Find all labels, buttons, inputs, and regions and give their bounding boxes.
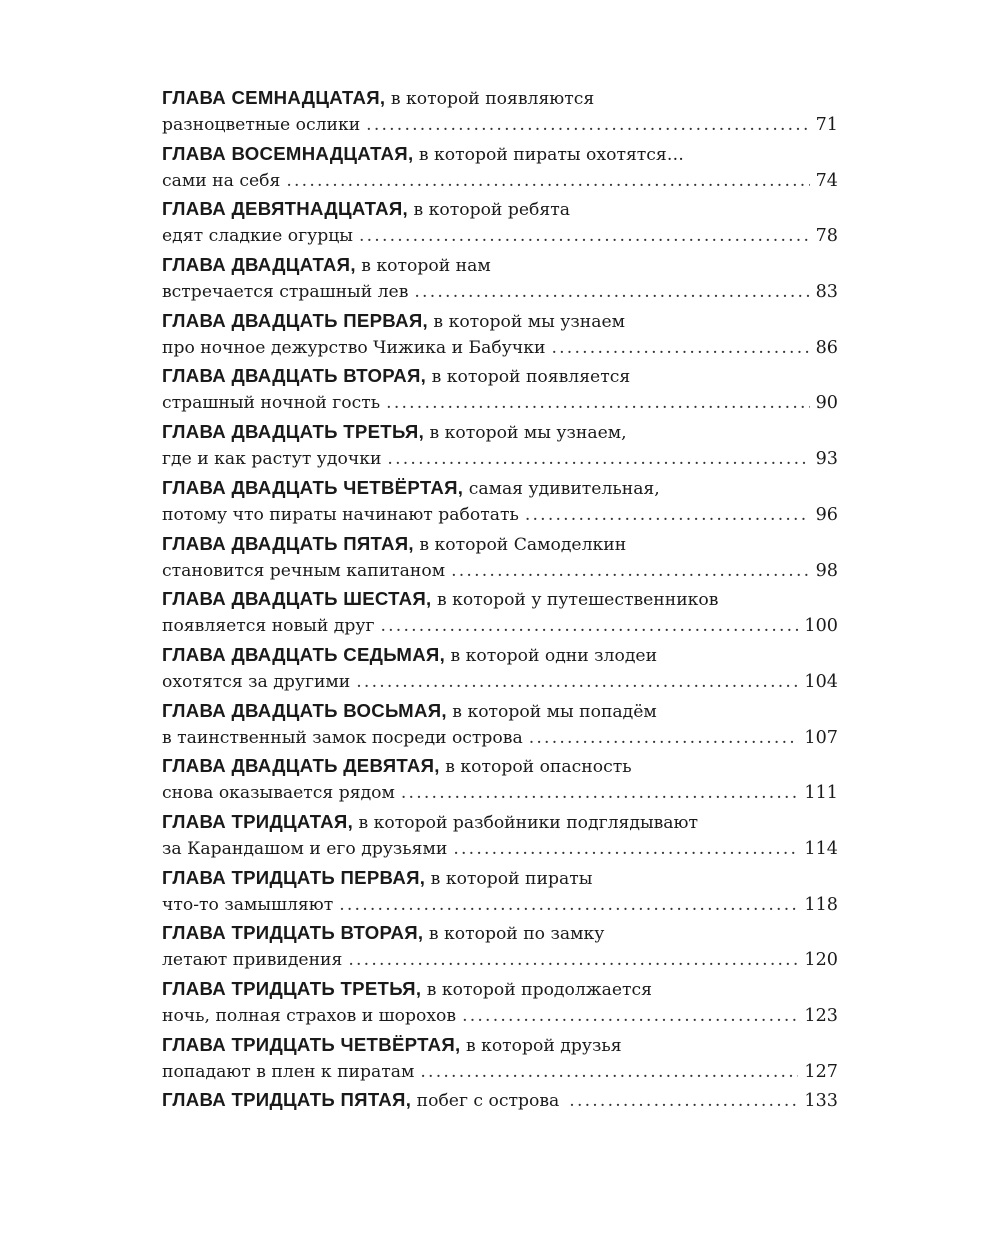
toc-entry [162,140,838,196]
toc-entry-continuation-line [162,892,838,919]
chapter-description: в которой опасность [439,757,632,778]
table-of-contents [162,84,838,1114]
chapter-number: ГЛАВА ТРИДЦАТЬ ЧЕТВЁРТАЯ, [162,1033,461,1055]
chapter-description: в которой разбойники подглядывают [353,812,699,833]
toc-entry-title-line [162,808,838,836]
dot-leader [414,279,809,306]
toc-entry-title-line [162,418,838,446]
chapter-description: самая удивительная, [463,478,660,499]
chapter-description-cont: появляется новый друг [162,616,375,637]
toc-entry-title-line [162,1031,838,1059]
chapter-number: ГЛАВА ДВАДЦАТЬ ШЕСТАЯ, [162,588,432,610]
toc-entry [162,864,838,920]
toc-entry-continuation-line [162,613,838,640]
dot-leader [401,780,799,807]
chapter-number: ГЛАВА ДЕВЯТНАДЦАТАЯ, [162,198,409,220]
toc-entry-title-line [162,195,838,223]
toc-entry-continuation-line [162,223,838,250]
dot-leader [451,558,810,585]
chapter-description: в которой по замку [423,924,605,945]
page-number: 133 [804,1091,838,1112]
toc-entry-title-line [162,975,838,1003]
chapter-description-cont: потому что пираты начинают работать [162,504,519,525]
chapter-description-cont: встречается страшный лев [162,282,409,303]
toc-entry-title-line [162,307,838,335]
toc-entry-continuation-line [162,502,838,529]
toc-entry-continuation-line [162,1059,838,1086]
chapter-number: ГЛАВА ВОСЕМНАДЦАТАЯ, [162,142,414,164]
toc-entry [162,418,838,474]
toc-entry [162,474,838,530]
toc-entry-last [162,1086,838,1114]
dot-leader [529,725,799,752]
dot-leader [420,1059,798,1086]
toc-entry [162,1031,838,1087]
toc-entry-title-line [162,140,838,168]
chapter-description: в которой мы узнаем [427,311,626,332]
page-number: 86 [815,337,838,358]
page-number: 74 [815,170,838,191]
chapter-number: ГЛАВА ТРИДЦАТЬ ПЕРВАЯ, [162,866,426,888]
page-number: 78 [815,226,838,247]
page-number: 120 [804,950,838,971]
toc-entry [162,362,838,418]
chapter-description: в которой пираты охотятся… [413,144,684,165]
toc-entry-title-line [162,919,838,947]
chapter-description-cont: где и как растут удочки [162,449,382,470]
dot-leader [356,669,798,696]
chapter-number: ГЛАВА ДВАДЦАТЬ СЕДЬМАЯ, [162,643,446,665]
toc-entry-title-line [162,474,838,502]
chapter-number: ГЛАВА ДВАДЦАТАЯ, [162,254,356,276]
toc-entry [162,808,838,864]
toc-entry-continuation-line [162,725,838,752]
chapter-description: в которой мы узнаем, [424,423,627,444]
toc-entry-continuation-line [162,279,838,306]
toc-entry-continuation-line [162,1003,838,1030]
chapter-description: в которой у путешественников [431,590,719,611]
page-number: 83 [815,282,838,303]
chapter-description: в которой одни злодеи [445,645,658,666]
toc-entry [162,697,838,753]
toc-entry [162,530,838,586]
chapter-number: ГЛАВА ДВАДЦАТЬ ВОСЬМАЯ, [162,699,447,721]
chapter-number: ГЛАВА ДВАДЦАТЬ ПЯТАЯ, [162,532,414,554]
chapter-number: ГЛАВА ТРИДЦАТЬ ВТОРАЯ, [162,922,424,944]
page-number: 114 [804,838,838,859]
dot-leader [387,446,809,473]
chapter-description: в которой появляется [426,367,631,388]
dot-leader [366,112,809,139]
toc-entry [162,84,838,140]
chapter-description-cont: снова оказывается рядом [162,783,395,804]
chapter-description: в которой продолжается [421,980,652,1000]
chapter-description-cont: едят сладкие огурцы [162,226,353,247]
dot-leader [286,168,809,195]
toc-entry-title-line [162,84,838,112]
toc-entry [162,975,838,1031]
toc-entry [162,585,838,641]
toc-entry-continuation-line [162,780,838,807]
dot-leader [525,502,810,529]
chapter-number: ГЛАВА СЕМНАДЦАТАЯ, [162,87,386,108]
page-number: 107 [804,727,838,748]
page-number: 104 [804,671,838,692]
toc-entry-title-line [162,864,838,892]
chapter-description-cont: летают привидения [162,950,343,971]
chapter-description-cont: ночь, полная страхов и шорохов [162,1006,457,1026]
chapter-description-cont: страшный ночной гость [162,393,381,414]
page-number: 127 [804,1061,838,1082]
chapter-description-cont: разноцветные ослики [162,115,361,135]
chapter-description: в которой появляются [385,89,595,109]
toc-entry [162,195,838,251]
page-number: 111 [804,783,838,804]
chapter-description-cont: что-то замышляют [162,894,334,915]
chapter-number: ГЛАВА ТРИДЦАТЬ ПЯТАЯ, [162,1089,412,1111]
dot-leader [569,1087,798,1115]
dot-leader [462,1003,798,1030]
toc-entry-title-line [162,530,838,558]
page-number: 123 [804,1006,838,1026]
toc-entry [162,307,838,363]
toc-entry [162,752,838,808]
chapter-description-cont: за Карандашом и его друзьями [162,838,448,859]
page-number: 90 [815,393,838,414]
chapter-number: ГЛАВА ДВАДЦАТЬ ТРЕТЬЯ, [162,421,425,443]
toc-entry-continuation-line [162,446,838,473]
toc-entry-title-line [162,641,838,669]
toc-entry-title-line [162,697,838,725]
page-number: 98 [815,560,838,581]
toc-entry [162,251,838,307]
page-number: 96 [815,504,838,525]
page-number: 93 [815,449,838,470]
chapter-number: ГЛАВА ДВАДЦАТЬ ВТОРАЯ, [162,365,427,387]
toc-entry-title-line [162,362,838,390]
toc-entry-title-line [162,752,838,780]
chapter-description-cont: про ночное дежурство Чижика и Бабучки [162,337,546,358]
chapter-number: ГЛАВА ДВАДЦАТЬ ЧЕТВЁРТАЯ, [162,476,464,498]
toc-entry-title-line [162,251,838,279]
page-number: 118 [804,894,838,915]
toc-entry-continuation-line [162,390,838,417]
chapter-description-cont: становится речным капитаном [162,560,446,581]
dot-leader [453,836,798,863]
dot-leader [551,335,809,362]
toc-entry [162,641,838,697]
chapter-description-cont: попадают в плен к пиратам [162,1061,415,1082]
chapter-description: в которой ребята [408,200,570,221]
chapter-number: ГЛАВА ДВАДЦАТЬ ДЕВЯТАЯ, [162,755,440,777]
toc-entry-continuation-line [162,335,838,362]
chapter-description: в которой пираты [425,868,593,889]
toc-entry-continuation-line [162,836,838,863]
chapter-description-cont: охотятся за другими [162,671,351,692]
toc-entry-title-line [162,585,838,613]
chapter-description: в которой мы попадём [446,701,657,722]
chapter-number: ГЛАВА ДВАДЦАТЬ ПЕРВАЯ, [162,309,428,331]
dot-leader [359,223,810,250]
dot-leader [386,390,809,417]
chapter-description: побег с острова [411,1091,560,1112]
dot-leader [380,613,798,640]
chapter-description-cont: в таинственный замок посреди острова [162,727,523,748]
toc-entry-continuation-line [162,168,838,195]
toc-entry-continuation-line [162,558,838,585]
toc-entry-continuation-line [162,669,838,696]
dot-leader [339,892,798,919]
toc-entry-continuation-line [162,112,838,139]
chapter-description-cont: сами на себя [162,170,281,191]
chapter-description: в которой Самоделкин [413,534,627,555]
page-number: 71 [815,115,838,135]
dot-leader [348,947,798,974]
toc-entry [162,919,838,975]
toc-entry-continuation-line [162,947,838,974]
chapter-number: ГЛАВА ТРИДЦАТЬ ТРЕТЬЯ, [162,978,422,999]
page-number: 100 [804,616,838,637]
chapter-number: ГЛАВА ТРИДЦАТАЯ, [162,810,354,832]
chapter-description: в которой нам [355,256,491,277]
chapter-description: в которой друзья [460,1035,622,1056]
toc-entry-title-line [162,1086,559,1115]
